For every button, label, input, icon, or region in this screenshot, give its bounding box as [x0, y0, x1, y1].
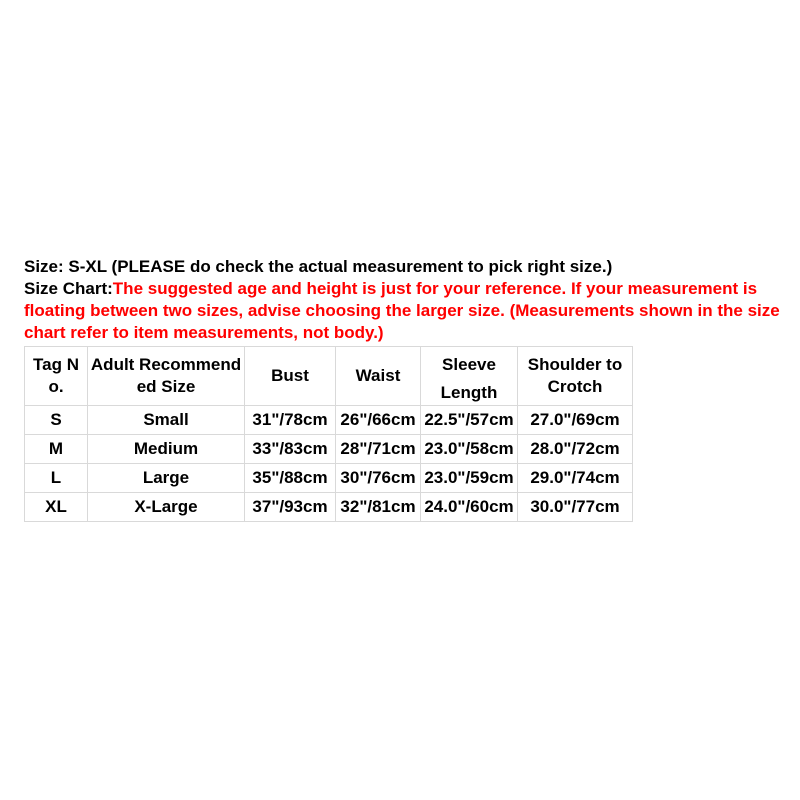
cell-shoulder: 28.0"/72cm [518, 435, 633, 464]
cell-waist: 32"/81cm [336, 493, 421, 522]
header-sleeve-length: Sleeve Length [421, 347, 518, 406]
size-chart-note [24, 278, 784, 300]
table-header-row [25, 347, 633, 406]
cell-bust: 31"/78cm [245, 406, 336, 435]
header-tag-no: Tag N o. [25, 347, 88, 406]
cell-tag: XL [25, 493, 88, 522]
cell-sleeve: 24.0"/60cm [421, 493, 518, 522]
table-row [25, 464, 633, 493]
cell-adult-size: X-Large [88, 493, 245, 522]
size-chart-note-line1: The suggested age and height is just for your reference. If your measurement is [112, 279, 758, 298]
cell-waist: 30"/76cm [336, 464, 421, 493]
cell-waist: 26"/66cm [336, 406, 421, 435]
table-row [25, 435, 633, 464]
header-waist: Waist [336, 347, 421, 406]
size-chart-label: Size Chart: [24, 279, 113, 298]
cell-shoulder: 30.0"/77cm [518, 493, 633, 522]
cell-shoulder: 27.0"/69cm [518, 406, 633, 435]
table-row [25, 493, 633, 522]
cell-adult-size: Large [88, 464, 245, 493]
header-shoulder-to-crotch: Shoulder to Crotch [518, 347, 633, 406]
cell-adult-size: Small [88, 406, 245, 435]
size-chart-document [24, 256, 784, 522]
cell-tag: S [25, 406, 88, 435]
size-range-line: Size: S-XL (PLEASE do check the actual measurement to pick right size.) [24, 257, 613, 276]
header-bust: Bust [245, 347, 336, 406]
cell-sleeve: 22.5"/57cm [421, 406, 518, 435]
cell-sleeve: 23.0"/59cm [421, 464, 518, 493]
cell-bust: 37"/93cm [245, 493, 336, 522]
size-chart-note-line2: floating between two sizes, advise choosing the larger size. (Measurements shown in the size [24, 301, 780, 320]
cell-tag: M [25, 435, 88, 464]
cell-bust: 35"/88cm [245, 464, 336, 493]
cell-sleeve: 23.0"/58cm [421, 435, 518, 464]
size-table [24, 346, 633, 522]
cell-adult-size: Medium [88, 435, 245, 464]
cell-shoulder: 29.0"/74cm [518, 464, 633, 493]
cell-waist: 28"/71cm [336, 435, 421, 464]
table-row [25, 406, 633, 435]
size-chart-note-line3: chart refer to item measurements, not body.) [24, 323, 384, 342]
cell-bust: 33"/83cm [245, 435, 336, 464]
cell-tag: L [25, 464, 88, 493]
header-adult-size: Adult Recommend ed Size [88, 347, 245, 406]
